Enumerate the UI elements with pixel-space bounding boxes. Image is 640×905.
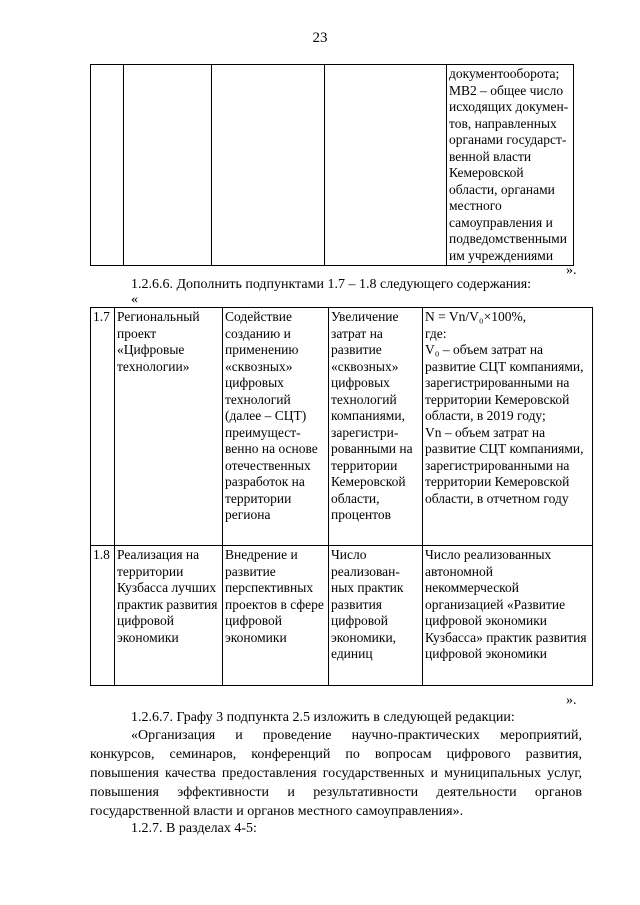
table-cell: [124, 65, 212, 266]
paragraph-1-2-7: 1.2.7. В разделах 4-5:: [131, 821, 257, 836]
project-cell: Региональный проект «Цифровые технологии»: [115, 308, 223, 546]
table-cell: [212, 65, 325, 266]
row-number: 1.8: [91, 546, 115, 686]
formula-cell: Число реализованных автономной некоммерческой организацией «Развитие цифровой экономики Кузбасса» практик развития цифровой экономики: [423, 546, 593, 686]
table-cell: [91, 65, 124, 266]
closing-quote: ».: [566, 693, 577, 708]
table-cell: [325, 65, 447, 266]
row-number: 1.7: [91, 308, 115, 546]
subitems-table: [90, 307, 593, 686]
formula-cell: N = Vn/V₀×100%, где: V₀ – объем затрат на развитие СЦТ компаниями, зарегистрированными на территории Кемеровской области, в 2019 году; Vn – объем затрат на развитие СЦТ компаниями, зарегистрированными на территории Кемеровской области, в отчетном году: [423, 308, 593, 546]
closing-quote: ».: [566, 263, 577, 278]
quoted-paragraph: «Организация и проведение научно-практических мероприятий, конкурсов, семинаров, конференций по вопросам цифрового развития, повышения качества предоставления государственных и муниципальных услуг, повышения эффективности и результативности деятельности органов государственной власти и органов местного самоуправления».: [90, 728, 582, 819]
table-row: [91, 308, 593, 546]
task-cell: Содействие созданию и применению «сквозных» цифровых технологий (далее – СЦТ) преимущест- венно на основе отечественных разработок на территории региона: [223, 308, 329, 546]
table-row: [91, 546, 593, 686]
continuation-table: [90, 64, 574, 266]
page-number: 23: [312, 30, 328, 46]
paragraph-1-2-6-6: 1.2.6.6. Дополнить подпунктами 1.7 – 1.8 следующего содержания:: [131, 277, 532, 292]
table-row: [91, 65, 574, 266]
indicator-cell: Число реализован- ных практик развития цифровой экономики, единиц: [329, 546, 423, 686]
opening-quote: «: [131, 292, 138, 307]
task-cell: Внедрение и развитие перспективных проектов в сфере цифровой экономики: [223, 546, 329, 686]
project-cell: Реализация на территории Кузбасса лучших практик развития цифровой экономики: [115, 546, 223, 686]
table-cell-indicator-text: документооборота; МВ2 – общее число исходящих докумен- тов, направленных органами государст- венной власти Кемеровской области, органами местного самоуправления и подведомственными им учреждениями: [447, 65, 574, 266]
indicator-cell: Увеличение затрат на развитие «сквозных» цифровых технологий компаниями, зарегистри- рованными на территории Кемеровской области, процентов: [329, 308, 423, 546]
paragraph-1-2-6-7: 1.2.6.7. Графу 3 подпункта 2.5 изложить в следующей редакции:: [131, 710, 515, 725]
